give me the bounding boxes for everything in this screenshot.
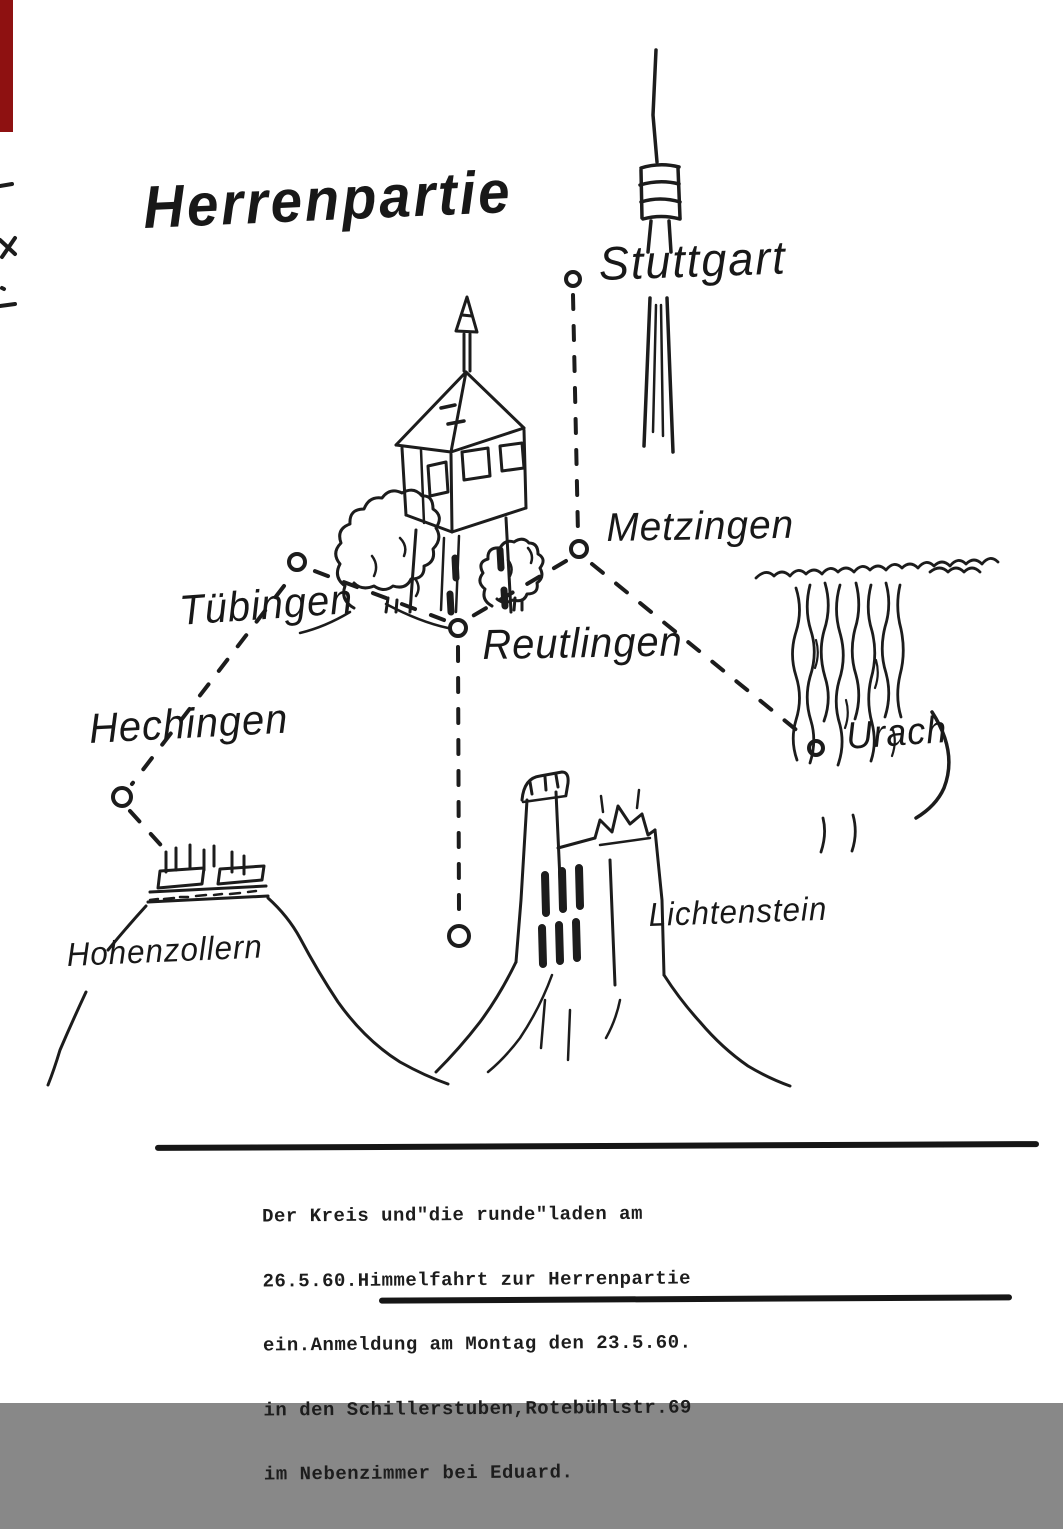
note-line-4: in den Schillerstuben,Rotebühlstr.69 bbox=[263, 1396, 692, 1421]
town-marker-hechingen bbox=[113, 788, 131, 806]
town-marker-reutlingen bbox=[450, 620, 466, 636]
scan-edge-artifact bbox=[0, 0, 13, 132]
note-line-3: ein.Anmeldung am Montag den 23.5.60. bbox=[262, 1331, 692, 1357]
town-label-stuttgart: Stuttgart bbox=[597, 230, 788, 290]
note-line-1: Der Kreis und"die runde"laden am bbox=[262, 1202, 644, 1228]
landmark-label-hohenzollern: Hohenzollern bbox=[65, 927, 264, 973]
tree-icon-right bbox=[480, 539, 543, 610]
town-marker-urach bbox=[809, 741, 823, 755]
town-label-urach: Urach bbox=[844, 708, 949, 758]
route-reutlingen-south bbox=[458, 647, 459, 910]
note-line-5: im Nebenzimmer bei Eduard. bbox=[263, 1461, 574, 1486]
town-marker-tuebingen bbox=[289, 554, 305, 570]
town-label-metzingen: Metzingen bbox=[605, 502, 795, 550]
town-marker-metzingen bbox=[571, 541, 587, 557]
scan-artifact-marks bbox=[0, 184, 15, 306]
map-title: Herrenpartie bbox=[141, 157, 514, 241]
town-label-tuebingen: Tübingen bbox=[177, 574, 355, 634]
invitation-note bbox=[262, 1161, 693, 1529]
route-stuttgart-metzingen bbox=[573, 295, 578, 534]
town-marker-stuttgart bbox=[566, 272, 580, 286]
landmark-label-lichtenstein: Lichtenstein bbox=[647, 889, 828, 933]
note-line-2: 26.5.60.Himmelfahrt zur Herrenpartie bbox=[262, 1267, 692, 1292]
route-hechingen-hohenzollern bbox=[130, 811, 168, 853]
town-label-reutlingen: Reutlingen bbox=[481, 617, 684, 668]
waterfall-icon bbox=[756, 558, 998, 852]
town-label-hechingen: Hechingen bbox=[87, 694, 290, 752]
route-end-marker bbox=[449, 926, 469, 946]
